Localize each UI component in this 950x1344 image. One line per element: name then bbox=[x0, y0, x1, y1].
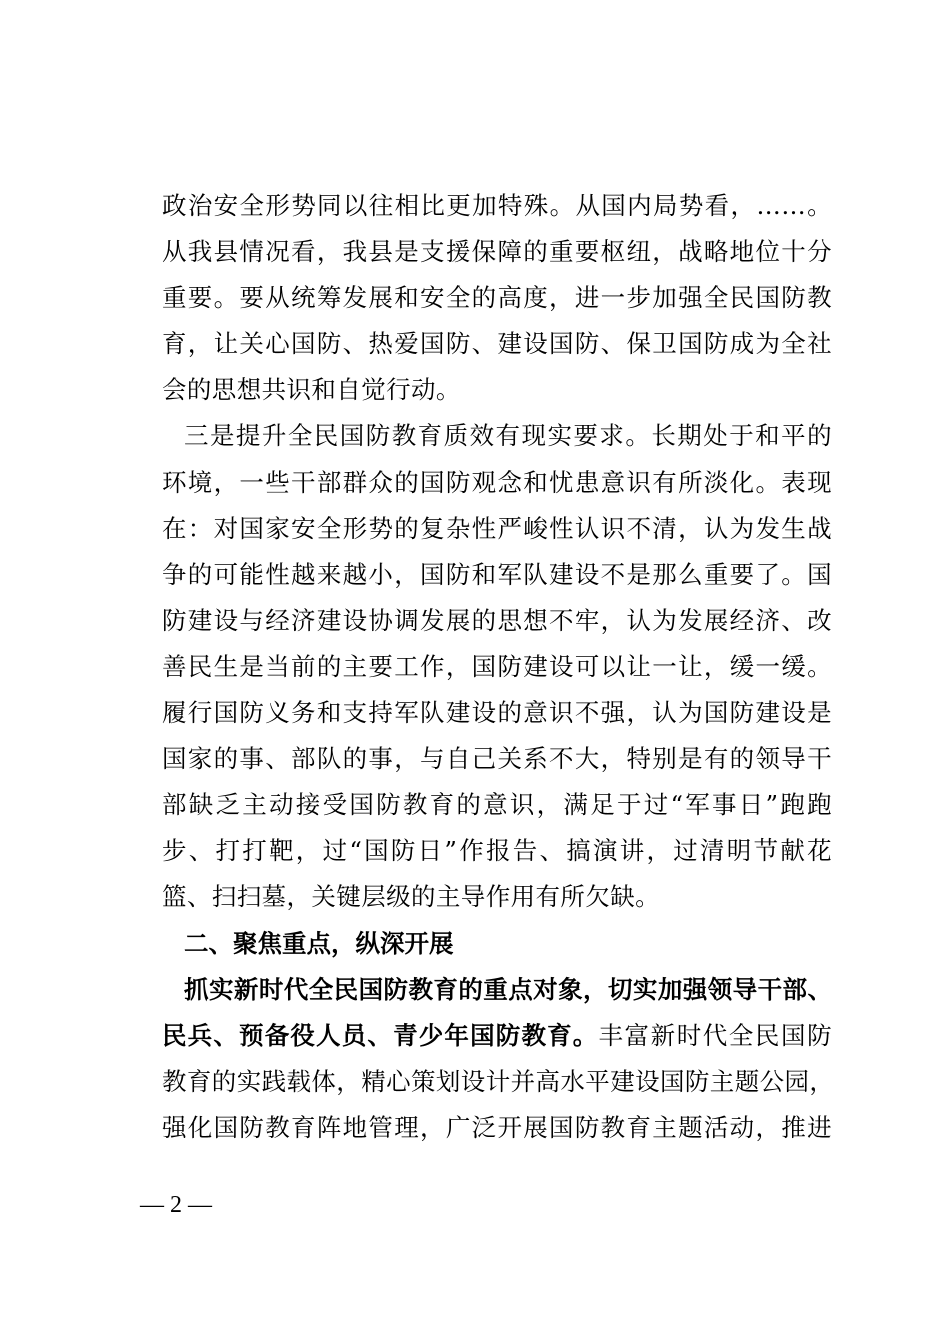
paragraph-line: 从我县情况看，我县是支援保障的重要枢纽，战略地位十分 bbox=[162, 237, 832, 267]
paragraph-line: 三是提升全民国防教育质效有现实要求。长期处于和平的 bbox=[184, 421, 832, 451]
paragraph-line: 履行国防义务和支持军队建设的意识不强，认为国防建设是 bbox=[162, 698, 832, 728]
paragraph-line: 篮、扫扫墓，关键层级的主导作用有所欠缺。 bbox=[162, 882, 660, 912]
paragraph-line: 在：对国家安全形势的复杂性严峻性认识不清，认为发生战 bbox=[162, 513, 832, 543]
paragraph-line: 国家的事、部队的事，与自己关系不大，特别是有的领导干 bbox=[162, 744, 832, 774]
paragraph-line: 育，让关心国防、热爱国防、建设国防、保卫国防成为全社 bbox=[162, 329, 832, 359]
page-number: — 2 — bbox=[140, 1192, 212, 1218]
paragraph-line: 步、打打靶，过“国防日”作报告、搞演讲，过清明节献花 bbox=[162, 836, 832, 866]
paragraph-line: 争的可能性越来越小，国防和军队建设不是那么重要了。国 bbox=[162, 559, 832, 589]
paragraph-line: 善民生是当前的主要工作，国防建设可以让一让，缓一缓。 bbox=[162, 651, 832, 681]
paragraph-line: 部缺乏主动接受国防教育的意识，满足于过“军事日”跑跑 bbox=[162, 790, 832, 820]
paragraph-line: 政治安全形势同以往相比更加特殊。从国内局势看，……。 bbox=[162, 191, 832, 220]
paragraph-line: 强化国防教育阵地管理，广泛开展国防教育主题活动，推进 bbox=[162, 1112, 832, 1142]
paragraph-line: 会的思想共识和自觉行动。 bbox=[162, 375, 461, 405]
paragraph-line-mixed bbox=[162, 1013, 832, 1059]
bold-text: 民兵、预备役人员、青少年国防教育。 bbox=[162, 1020, 599, 1050]
paragraph-line: 防建设与经济建设协调发展的思想不牢，认为发展经济、改 bbox=[162, 605, 832, 635]
paragraph-line-bold: 抓实新时代全民国防教育的重点对象，切实加强领导干部、 bbox=[184, 974, 832, 1004]
paragraph-line: 教育的实践载体，精心策划设计并高水平建设国防主题公园， bbox=[162, 1066, 835, 1096]
section-heading: 二、聚焦重点，纵深开展 bbox=[184, 928, 454, 958]
paragraph-line: 环境，一些干部群众的国防观念和忧患意识有所淡化。表现 bbox=[162, 467, 832, 497]
normal-text: 丰富新时代全民国防 bbox=[598, 1020, 832, 1050]
body-text bbox=[162, 183, 835, 1151]
paragraph-line: 重要。要从统筹发展和安全的高度，进一步加强全民国防教 bbox=[162, 283, 832, 313]
